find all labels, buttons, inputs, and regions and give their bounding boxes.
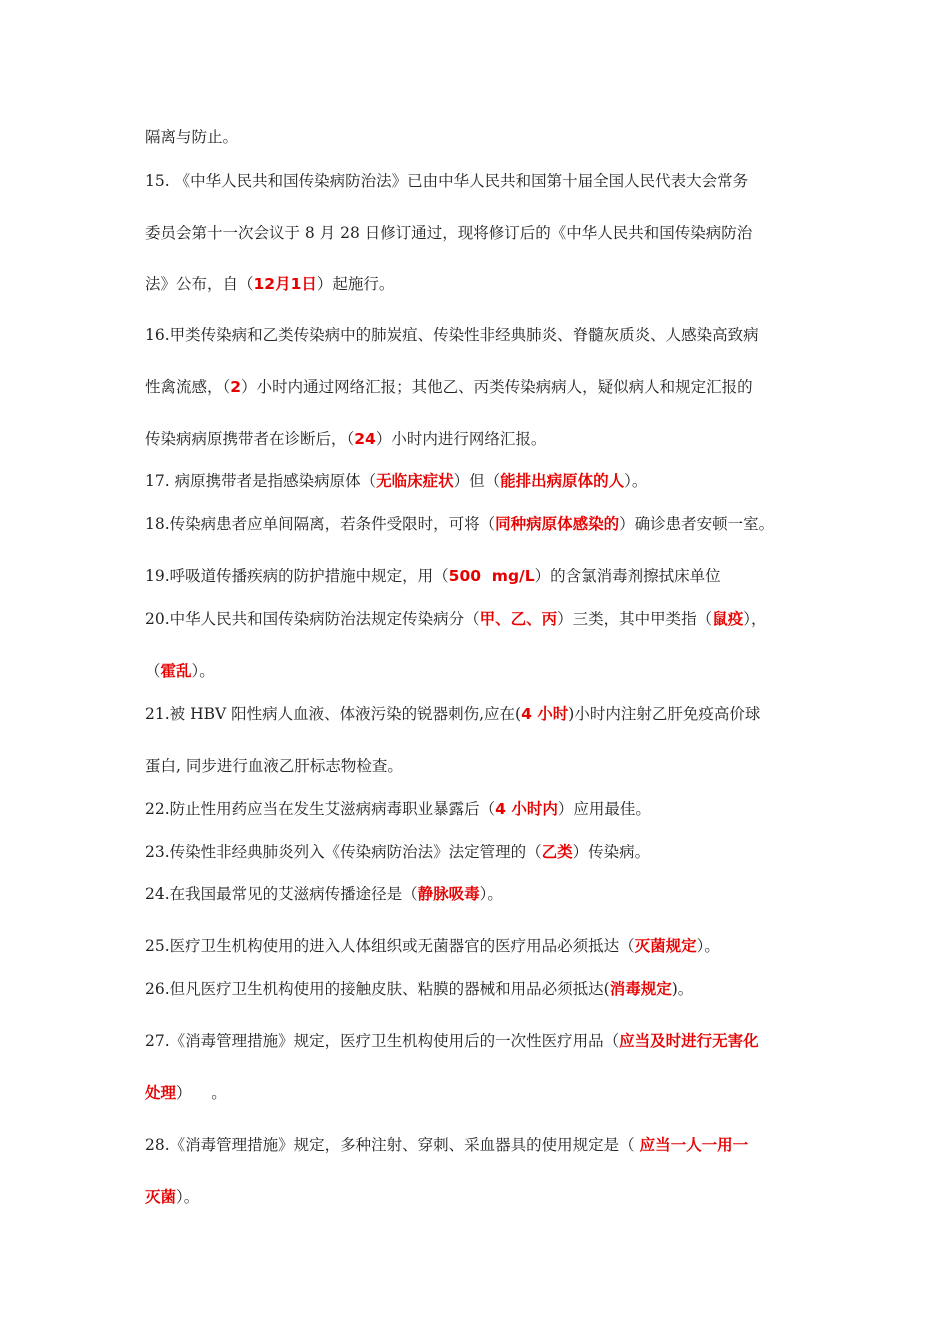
question-20-line-1: 20.中华人民共和国传染病防治法规定传染病分（甲、乙、丙）三类，其中甲类指（鼠疫）， <box>145 610 767 628</box>
answer-text: 应当一人一用一 <box>639 1136 749 1154</box>
answer-text: 4 小时内 <box>495 800 558 818</box>
answer-text: 鼠疫 <box>712 610 744 628</box>
question-24: 24.在我国最常见的艾滋病传播途径是（静脉吸毒）。 <box>145 885 503 903</box>
question-17: 17. 病原携带者是指感染病原体（无临床症状）但（能排出病原体的人）。 <box>145 472 648 490</box>
question-21-line-1: 21.被 HBV 阳性病人血液、体液污染的锐器刺伤,应在(4 小时)小时内注射乙肝免疫高价球 <box>145 705 761 723</box>
answer-text: 灭菌 <box>145 1188 177 1206</box>
answer-text: 12月1日 <box>253 275 317 293</box>
question-23: 23.传染性非经典肺炎列入《传染病防治法》法定管理的（乙类）传染病。 <box>145 843 651 861</box>
question-21-line-2: 蛋白, 同步进行血液乙肝标志物检查。 <box>145 757 403 775</box>
answer-text: 能排出病原体的人 <box>500 472 625 490</box>
question-15-line-1: 15. 《中华人民共和国传染病防治法》已由中华人民共和国第十届全国人民代表大会常务 <box>145 172 749 190</box>
answer-text: 500 mg/L <box>448 567 535 585</box>
answer-text: 4 小时 <box>521 705 569 723</box>
answer-text: 24 <box>354 430 376 448</box>
answer-text: 应当及时进行无害化 <box>619 1032 759 1050</box>
question-15-line-3: 法》公布，自（12月1日）起施行。 <box>145 275 395 293</box>
question-22: 22.防止性用药应当在发生艾滋病病毒职业暴露后（4 小时内）应用最佳。 <box>145 800 651 818</box>
answer-text: 2 <box>230 378 242 396</box>
question-28-line-1: 28.《消毒管理措施》规定，多种注射、穿刺、采血器具的使用规定是（ 应当一人一用一 <box>145 1136 749 1154</box>
question-26: 26.但凡医疗卫生机构使用的接触皮肤、粘膜的器械和用品必须抵达(消毒规定)。 <box>145 980 694 998</box>
answer-text: 灭菌规定 <box>634 937 697 955</box>
answer-text: 乙类 <box>541 843 573 861</box>
answer-text: 霍乱 <box>160 662 192 680</box>
question-25: 25.医疗卫生机构使用的进入人体组织或无菌器官的医疗用品必须抵达（灭菌规定）。 <box>145 937 720 955</box>
question-28-line-2: 灭菌）。 <box>145 1188 200 1206</box>
question-16-line-1: 16.甲类传染病和乙类传染病中的肺炭疽、传染性非经典肺炎、脊髓灰质炎、人感染高致病 <box>145 326 759 344</box>
question-16-line-3: 传染病病原携带者在诊断后，（24）小时内进行网络汇报。 <box>145 430 547 448</box>
question-19: 19.呼吸道传播疾病的防护措施中规定，用（500 mg/L）的含氯消毒剂擦拭床单位 <box>145 567 721 585</box>
answer-text: 处理 <box>145 1084 177 1102</box>
question-27-line-1: 27.《消毒管理措施》规定，医疗卫生机构使用后的一次性医疗用品（应当及时进行无害化 <box>145 1032 759 1050</box>
answer-text: 静脉吸毒 <box>417 885 480 903</box>
question-16-line-2: 性禽流感，（2）小时内通过网络汇报；其他乙、丙类传染病病人，疑似病人和规定汇报的 <box>145 378 753 396</box>
answer-text: 消毒规定 <box>609 980 672 998</box>
answer-text: 无临床症状 <box>376 472 454 490</box>
answer-text: 同种病原体感染的 <box>495 515 620 533</box>
question-20-line-2: （霍乱）。 <box>145 662 215 680</box>
question-15-line-2: 委员会第十一次会议于 8 月 28 日修订通过，现将修订后的《中华人民共和国传染病防治 <box>145 224 753 242</box>
text-line-1: 隔离与防止。 <box>145 128 239 146</box>
question-18: 18.传染病患者应单间隔离，若条件受限时，可将（同种病原体感染的）确诊患者安顿一室。 <box>145 515 775 533</box>
question-27-line-2: 处理） 。 <box>145 1084 227 1102</box>
answer-text: 甲、乙、丙 <box>479 610 558 628</box>
